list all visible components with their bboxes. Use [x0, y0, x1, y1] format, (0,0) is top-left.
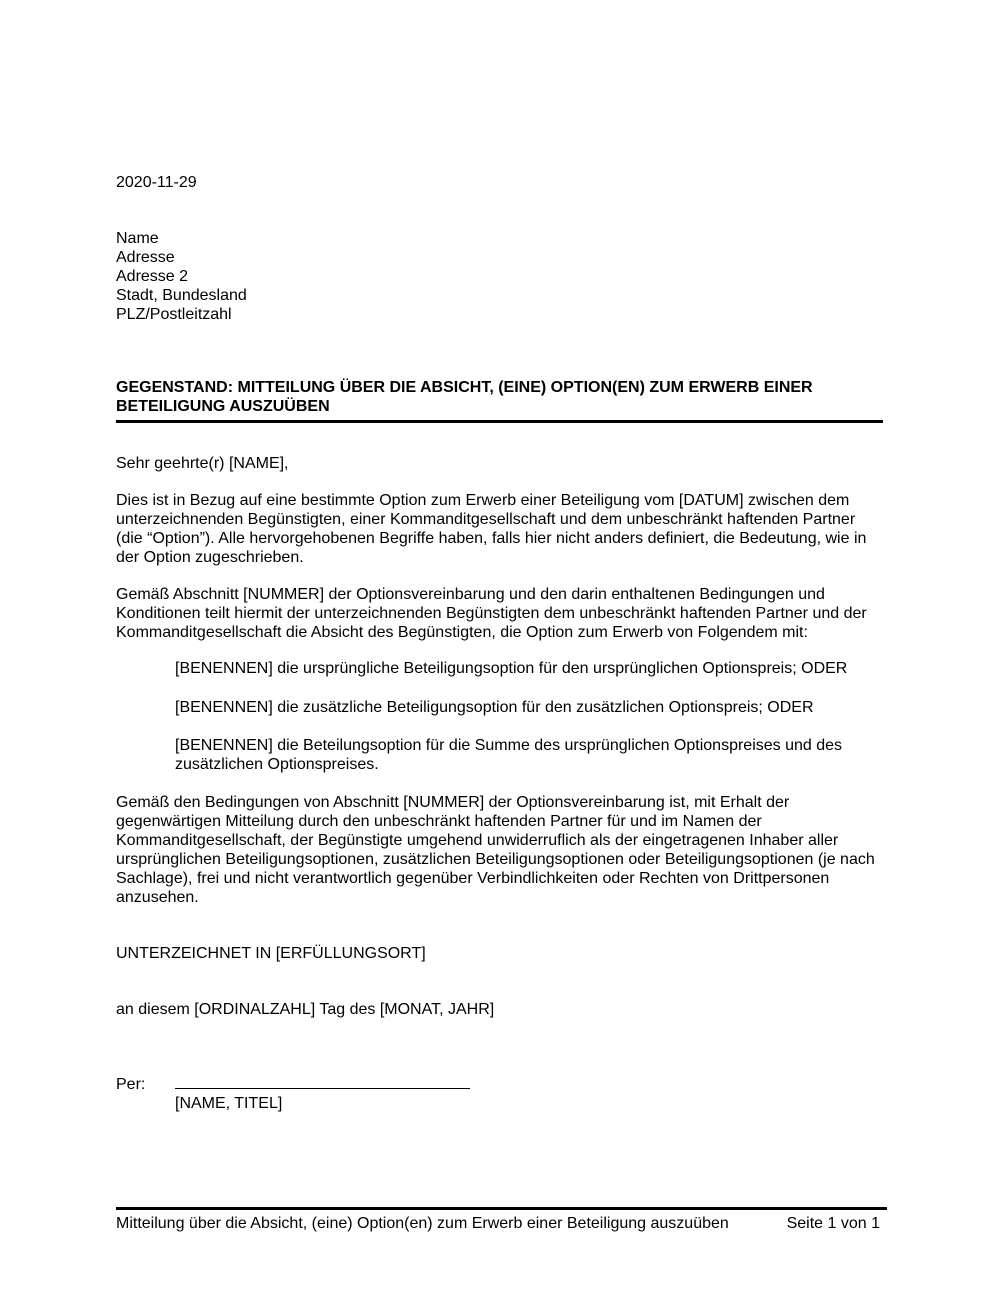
- recipient-name: Name: [116, 230, 159, 247]
- option-item-1: [BENENNEN] die ursprüngliche Beteiligungsoption für den ursprünglichen Optionspreis; ODER: [175, 660, 848, 677]
- option-item-2: [BENENNEN] die zusätzliche Beteiligungsoption für den zusätzlichen Optionspreis; ODER: [175, 699, 814, 716]
- recipient-address-block: [116, 229, 247, 324]
- body-paragraph-1: Dies ist in Bezug auf eine bestimmte Option zum Erwerb einer Beteiligung vom [DATUM] zwischen dem unterzeichnenden Begünstigten, einer Kommanditgesellschaft und dem unbeschränkt haftenden Partner (die “Option”). Alle hervorgehobenen Begriffe haben, falls hier nicht anders definiert, die Bedeutung, wie in der Option zugeschrieben.: [116, 492, 867, 566]
- signature-line: [175, 1088, 470, 1089]
- body-paragraph-2: Gemäß Abschnitt [NUMMER] der Optionsvereinbarung und den darin enthaltenen Bedingungen und Konditionen teilt hiermit der unterzeichnenden Begünstigten dem unbeschränkt haftenden Partner und der Kommanditgesellschaft die Absicht des Begünstigten, die Option zum Erwerb von Folgendem mit:: [116, 586, 867, 641]
- option-item-3: [BENENNEN] die Beteilungsoption für die Summe des ursprünglichen Optionspreises und des zusätzlichen Optionspreises.: [175, 737, 843, 773]
- subject-heading: GEGENSTAND: MITTEILUNG ÜBER DIE ABSICHT, (EINE) OPTION(EN) ZUM ERWERB EINER BETEILIGUNG AUSZUÜBEN: [116, 379, 813, 415]
- date-line: an diesem [ORDINALZAHL] Tag des [MONAT, JAHR]: [116, 1001, 495, 1018]
- recipient-city-state: Stadt, Bundesland: [116, 287, 247, 304]
- footer-page-number: Seite 1 von 1: [786, 1215, 880, 1232]
- subject-divider: [116, 420, 883, 423]
- salutation: Sehr geehrte(r) [NAME],: [116, 455, 289, 472]
- footer-title: Mitteilung über die Absicht, (eine) Option(en) zum Erwerb einer Beteiligung auszuüben: [116, 1215, 729, 1232]
- body-paragraph-3: Gemäß den Bedingungen von Abschnitt [NUMMER] der Optionsvereinbarung ist, mit Erhalt der gegenwärtigen Mitteilung durch den unbeschränkt haftenden Partner für und im Namen der Kommanditgesellschaft, der Begünstigte umgehend unwiderruflich als der eingetragenen Inhaber aller ursprünglichen Beteiligungsoptionen, zusätzlichen Beteiligungsoptionen oder Beteiligungsoptionen (je nach Sachlage), frei und nicht verantwortlich gegenüber Verbindlichkeiten oder Rechten von Drittpersonen anzusehen.: [116, 794, 875, 906]
- letter-date: 2020-11-29: [116, 174, 197, 191]
- recipient-address-line-1: Adresse: [116, 249, 175, 266]
- signed-at-line: UNTERZEICHNET IN [ERFÜLLUNGSORT]: [116, 945, 426, 962]
- recipient-address-line-2: Adresse 2: [116, 268, 189, 285]
- signatory-name-title: [NAME, TITEL]: [175, 1095, 283, 1112]
- footer-divider: [116, 1207, 887, 1210]
- recipient-postal-code: PLZ/Postleitzahl: [116, 306, 232, 323]
- per-label: Per:: [116, 1076, 146, 1093]
